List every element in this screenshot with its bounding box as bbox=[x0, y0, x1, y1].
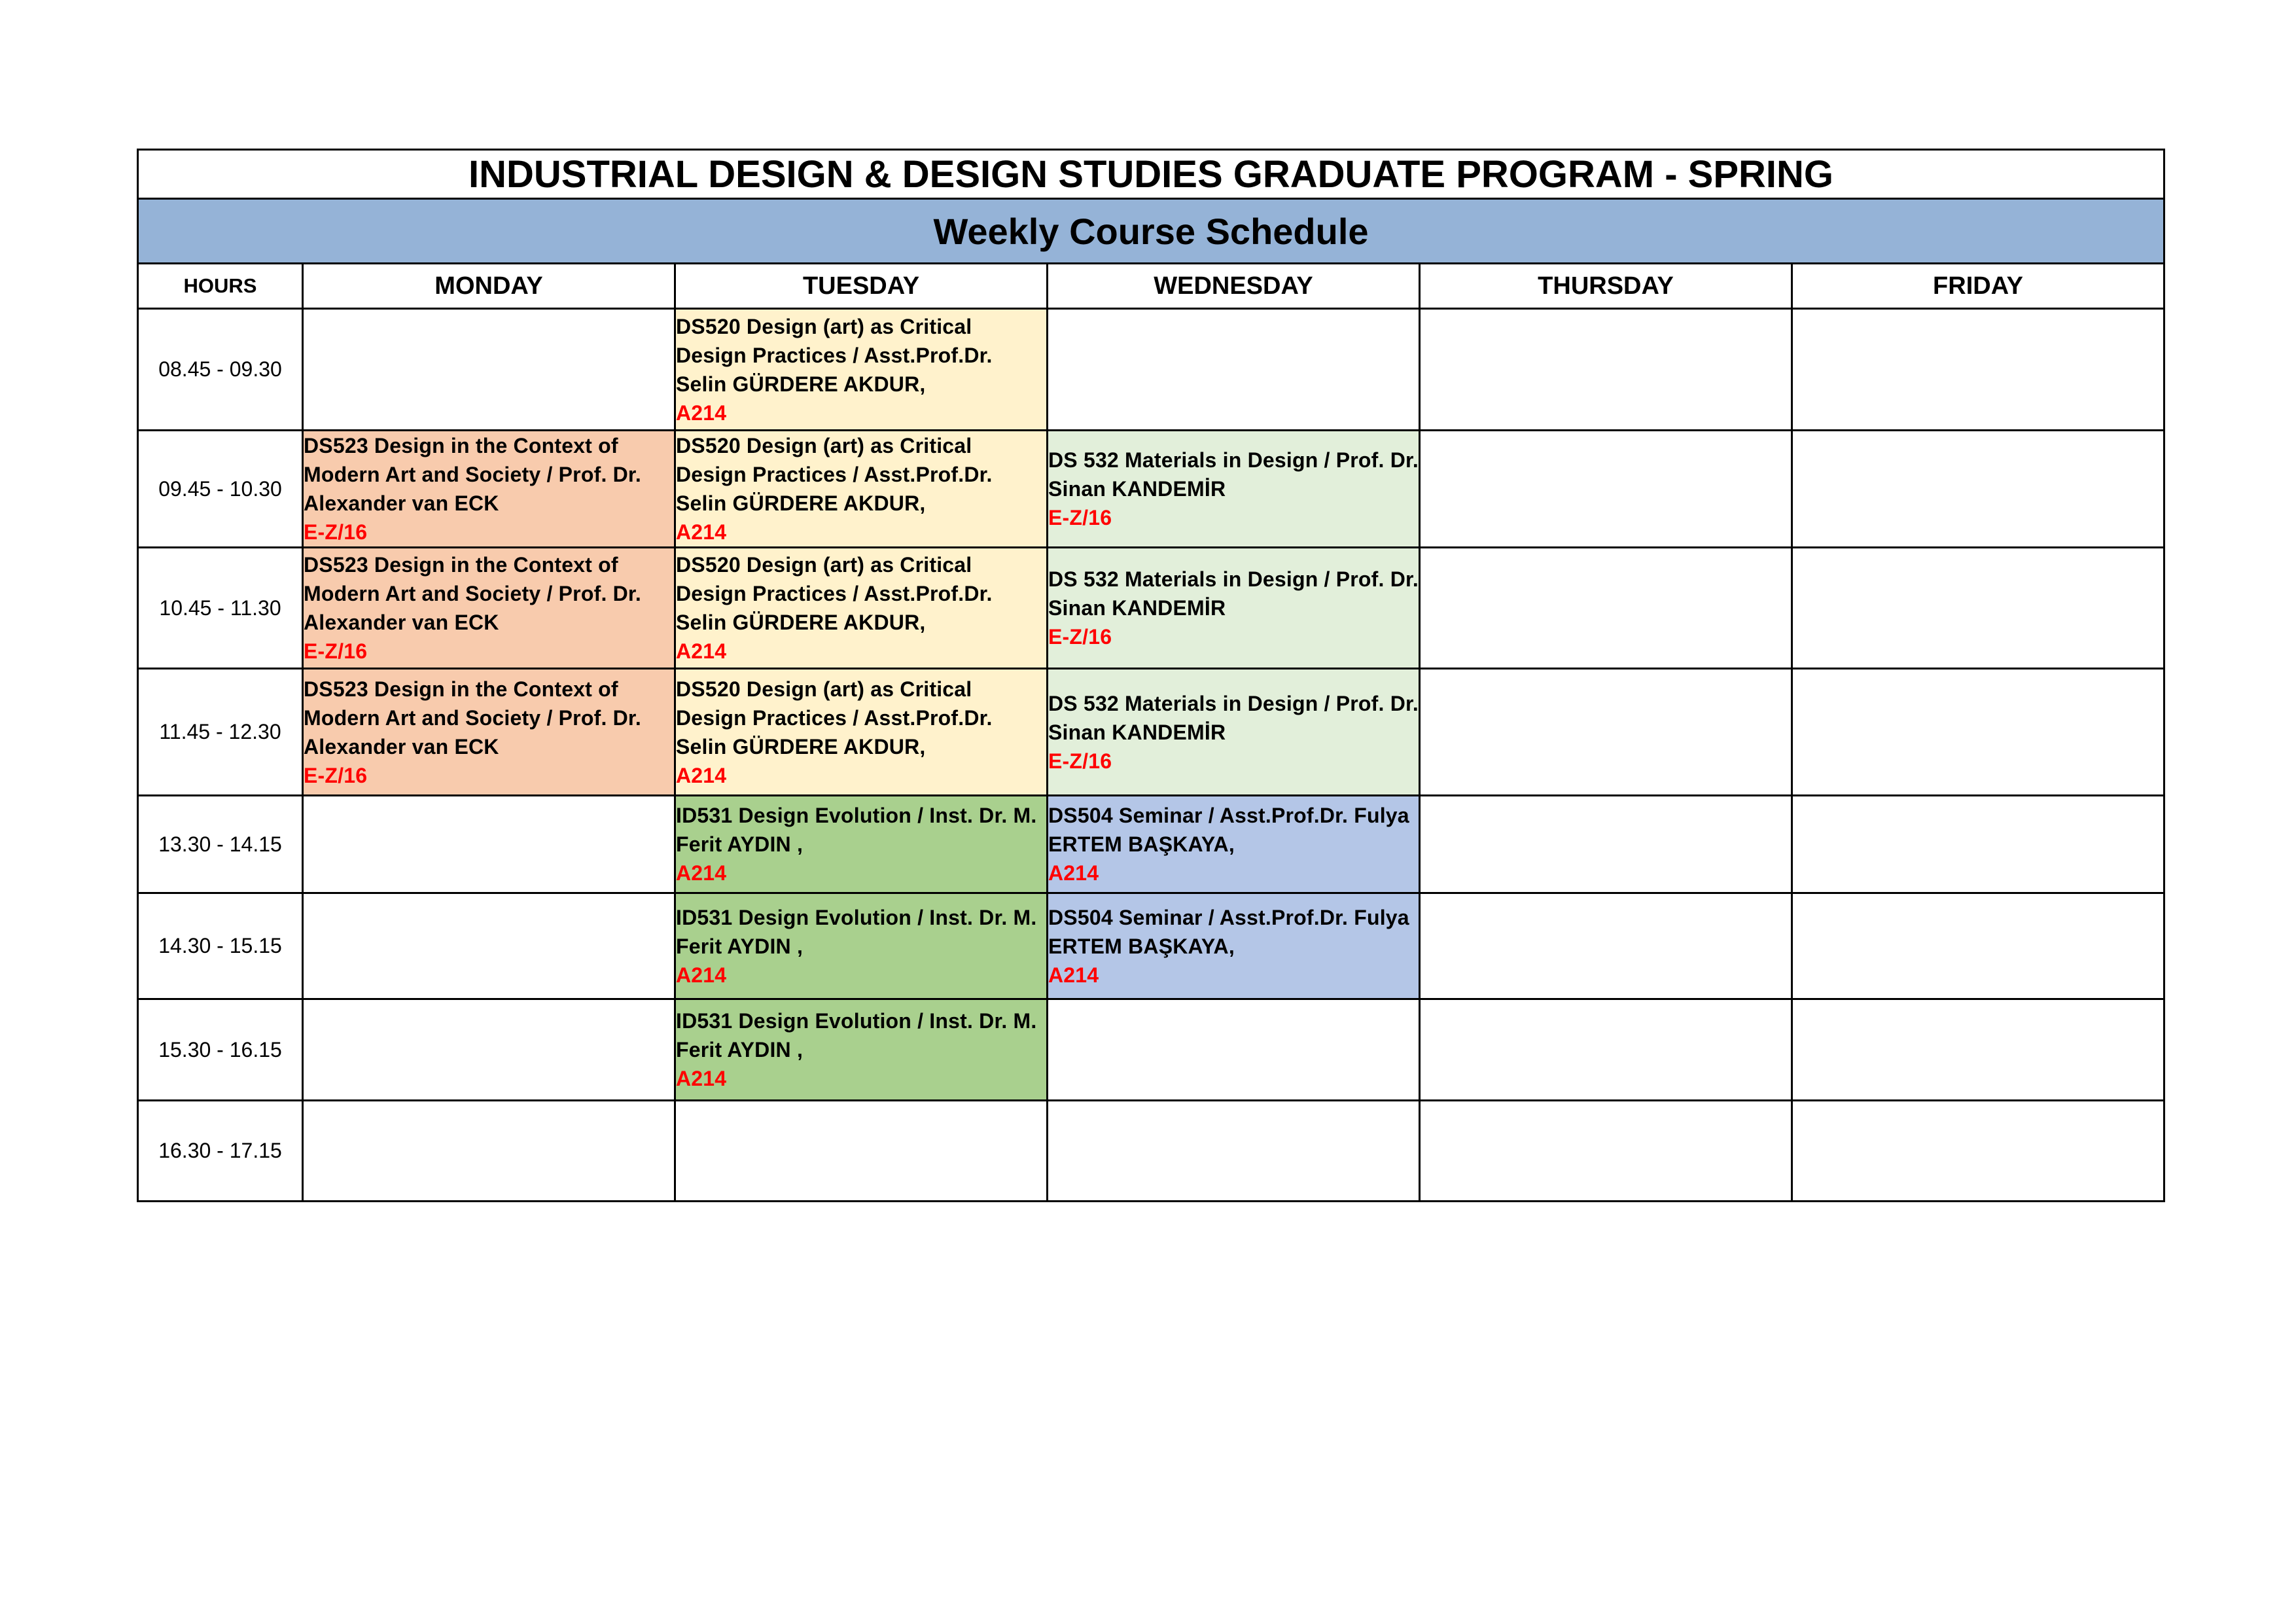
empty-cell bbox=[1420, 431, 1792, 548]
table-row bbox=[138, 669, 2164, 796]
course-cell-ds520 bbox=[675, 548, 1048, 669]
course-title: DS520 Design (art) as Critical Design Practices / Asst.Prof.Dr. Selin GÜRDERE AKDUR, bbox=[676, 434, 993, 515]
empty-cell bbox=[303, 309, 675, 431]
course-room: E-Z/16 bbox=[304, 520, 368, 544]
empty-cell bbox=[1048, 999, 1420, 1101]
hour-cell: 10.45 - 11.30 bbox=[138, 548, 303, 669]
table-row bbox=[138, 548, 2164, 669]
empty-cell bbox=[1420, 999, 1792, 1101]
hour-cell: 08.45 - 09.30 bbox=[138, 309, 303, 431]
course-room: E-Z/16 bbox=[1048, 749, 1112, 773]
course-cell-ds523 bbox=[303, 431, 675, 548]
course-title: ID531 Design Evolution / Inst. Dr. M. Ferit AYDIN , bbox=[676, 1009, 1037, 1061]
course-title: DS523 Design in the Context of Modern Art and Society / Prof. Dr. Alexander van ECK bbox=[304, 677, 641, 758]
empty-cell bbox=[1420, 309, 1792, 431]
course-cell-ds523 bbox=[303, 669, 675, 796]
header-friday: FRIDAY bbox=[1792, 264, 2164, 309]
table-row bbox=[138, 893, 2164, 999]
course-room: A214 bbox=[676, 639, 727, 663]
course-title: DS504 Seminar / Asst.Prof.Dr. Fulya ERTEM BAŞKAYA, bbox=[1048, 905, 1409, 958]
empty-cell bbox=[1792, 1101, 2164, 1202]
hour-cell: 11.45 - 12.30 bbox=[138, 669, 303, 796]
course-cell-id531 bbox=[675, 999, 1048, 1101]
course-title: DS523 Design in the Context of Modern Art and Society / Prof. Dr. Alexander van ECK bbox=[304, 434, 641, 515]
course-room: A214 bbox=[676, 401, 727, 425]
hour-cell: 15.30 - 16.15 bbox=[138, 999, 303, 1101]
empty-cell bbox=[1420, 669, 1792, 796]
course-cell-ds523 bbox=[303, 548, 675, 669]
empty-cell bbox=[1048, 309, 1420, 431]
empty-cell bbox=[1420, 796, 1792, 893]
course-title: ID531 Design Evolution / Inst. Dr. M. Ferit AYDIN , bbox=[676, 804, 1037, 856]
course-room: E-Z/16 bbox=[1048, 625, 1112, 649]
header-tuesday: TUESDAY bbox=[675, 264, 1048, 309]
course-room: A214 bbox=[676, 963, 727, 987]
header-hours: HOURS bbox=[138, 264, 303, 309]
course-room: A214 bbox=[1048, 963, 1099, 987]
table-row bbox=[138, 999, 2164, 1101]
header-wednesday: WEDNESDAY bbox=[1048, 264, 1420, 309]
empty-cell bbox=[1420, 1101, 1792, 1202]
course-title: DS 532 Materials in Design / Prof. Dr. Sinan KANDEMİR bbox=[1048, 448, 1419, 501]
empty-cell bbox=[675, 1101, 1048, 1202]
schedule-title: INDUSTRIAL DESIGN & DESIGN STUDIES GRADUATE PROGRAM - SPRING bbox=[138, 150, 2164, 199]
course-room: E-Z/16 bbox=[1048, 506, 1112, 529]
hour-cell: 16.30 - 17.15 bbox=[138, 1101, 303, 1202]
course-title: DS520 Design (art) as Critical Design Practices / Asst.Prof.Dr. Selin GÜRDERE AKDUR, bbox=[676, 677, 993, 758]
table-row bbox=[138, 309, 2164, 431]
hour-cell: 14.30 - 15.15 bbox=[138, 893, 303, 999]
course-cell-ds532 bbox=[1048, 669, 1420, 796]
course-room: A214 bbox=[676, 520, 727, 544]
empty-cell bbox=[1792, 893, 2164, 999]
course-title: DS504 Seminar / Asst.Prof.Dr. Fulya ERTEM BAŞKAYA, bbox=[1048, 804, 1409, 856]
empty-cell bbox=[1420, 548, 1792, 669]
empty-cell bbox=[1792, 548, 2164, 669]
empty-cell bbox=[1792, 669, 2164, 796]
course-cell-ds504 bbox=[1048, 893, 1420, 999]
schedule-document bbox=[137, 149, 2163, 1202]
table-row bbox=[138, 1101, 2164, 1202]
course-title: DS520 Design (art) as Critical Design Practices / Asst.Prof.Dr. Selin GÜRDERE AKDUR, bbox=[676, 314, 993, 396]
course-room: E-Z/16 bbox=[304, 639, 368, 663]
course-cell-ds520 bbox=[675, 431, 1048, 548]
course-cell-ds520 bbox=[675, 309, 1048, 431]
course-cell-ds504 bbox=[1048, 796, 1420, 893]
course-room: A214 bbox=[676, 861, 727, 885]
hour-cell: 13.30 - 14.15 bbox=[138, 796, 303, 893]
course-cell-ds532 bbox=[1048, 548, 1420, 669]
course-cell-id531 bbox=[675, 893, 1048, 999]
course-cell-ds520 bbox=[675, 669, 1048, 796]
empty-cell bbox=[303, 1101, 675, 1202]
course-title: DS523 Design in the Context of Modern Art and Society / Prof. Dr. Alexander van ECK bbox=[304, 553, 641, 634]
empty-cell bbox=[1420, 893, 1792, 999]
empty-cell bbox=[1048, 1101, 1420, 1202]
hour-cell: 09.45 - 10.30 bbox=[138, 431, 303, 548]
header-row bbox=[138, 264, 2164, 309]
schedule-table bbox=[137, 149, 2165, 1202]
table-row bbox=[138, 431, 2164, 548]
course-title: DS 532 Materials in Design / Prof. Dr. Sinan KANDEMİR bbox=[1048, 691, 1419, 744]
course-room: E-Z/16 bbox=[304, 763, 368, 787]
course-title: DS520 Design (art) as Critical Design Practices / Asst.Prof.Dr. Selin GÜRDERE AKDUR, bbox=[676, 553, 993, 634]
empty-cell bbox=[303, 999, 675, 1101]
table-row bbox=[138, 796, 2164, 893]
empty-cell bbox=[303, 796, 675, 893]
empty-cell bbox=[1792, 431, 2164, 548]
course-title: DS 532 Materials in Design / Prof. Dr. Sinan KANDEMİR bbox=[1048, 567, 1419, 620]
course-title: ID531 Design Evolution / Inst. Dr. M. Ferit AYDIN , bbox=[676, 905, 1037, 958]
empty-cell bbox=[1792, 796, 2164, 893]
header-monday: MONDAY bbox=[303, 264, 675, 309]
empty-cell bbox=[1792, 309, 2164, 431]
course-cell-id531 bbox=[675, 796, 1048, 893]
course-room: A214 bbox=[676, 1067, 727, 1090]
course-room: A214 bbox=[1048, 861, 1099, 885]
empty-cell bbox=[1792, 999, 2164, 1101]
header-thursday: THURSDAY bbox=[1420, 264, 1792, 309]
empty-cell bbox=[303, 893, 675, 999]
course-room: A214 bbox=[676, 763, 727, 787]
schedule-subtitle: Weekly Course Schedule bbox=[138, 199, 2164, 264]
course-cell-ds532 bbox=[1048, 431, 1420, 548]
